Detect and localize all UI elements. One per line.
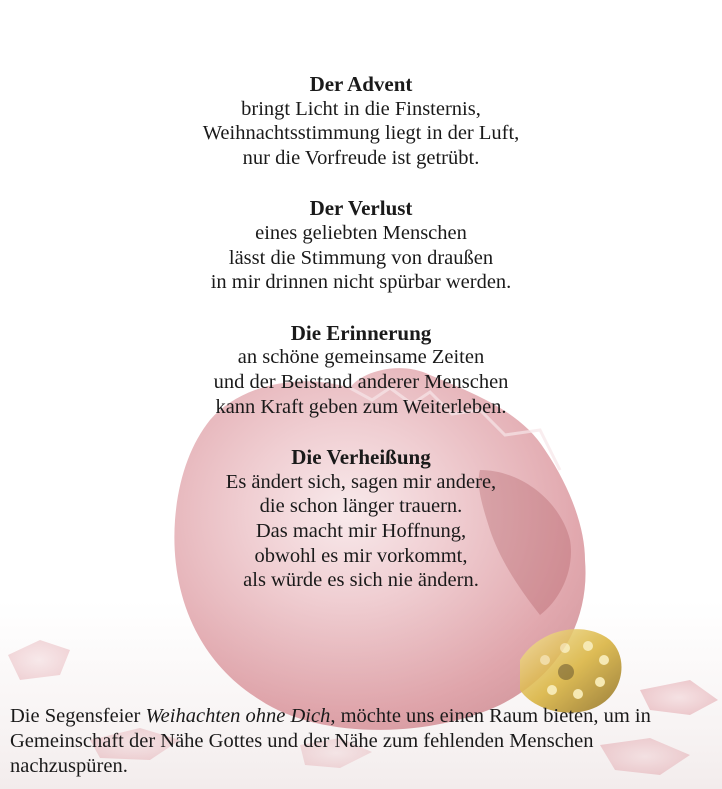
stanza-advent xyxy=(0,72,722,170)
stanza-line: bringt Licht in die Finsternis, xyxy=(241,97,481,120)
stanza-line: Weihnachtsstimmung liegt in der Luft, xyxy=(202,122,520,145)
stanza-line: Es ändert sich, sagen mir andere, xyxy=(225,470,497,493)
footer-paragraph xyxy=(10,704,715,779)
footer-prefix: Die Segensfeier xyxy=(10,705,146,727)
footer-suffix: , möchte uns einen Raum bieten, um in Gemeinschaft der Nähe Gottes und der Nähe zum fehlenden Menschen nachzuspüren. xyxy=(10,705,651,777)
stanza-line: die schon länger trauern. xyxy=(259,495,463,518)
stanza-line: nur die Vorfreude ist getrübt. xyxy=(242,146,480,169)
stanza-title: Die Verheißung xyxy=(291,445,431,470)
stanza-title: Der Advent xyxy=(309,72,413,96)
stanza-verheissung xyxy=(0,445,722,593)
stanza-line: kann Kraft geben zum Weiterleben. xyxy=(215,395,507,418)
stanza-title: Der Verlust xyxy=(309,196,413,221)
stanza-line: in mir drinnen nicht spürbar werden. xyxy=(210,271,512,294)
poem xyxy=(0,72,722,619)
stanza-line: Das macht mir Hoffnung, xyxy=(255,519,467,542)
stanza-line: an schöne gemeinsame Zeiten xyxy=(237,346,485,369)
stanza-line: und der Beistand anderer Menschen xyxy=(213,370,509,393)
stanza-erinnerung xyxy=(0,321,722,419)
stanza-title: Die Erinnerung xyxy=(290,320,432,345)
stanza-line: lässt die Stimmung von draußen xyxy=(228,246,494,269)
stanza-line: als würde es sich nie ändern. xyxy=(243,569,479,592)
event-title: Weihachten ohne Dich xyxy=(145,705,331,727)
stanza-line: obwohl es mir vorkommt, xyxy=(254,544,468,567)
stanza-line: eines geliebten Menschen xyxy=(255,221,467,244)
stanza-verlust xyxy=(0,196,722,294)
